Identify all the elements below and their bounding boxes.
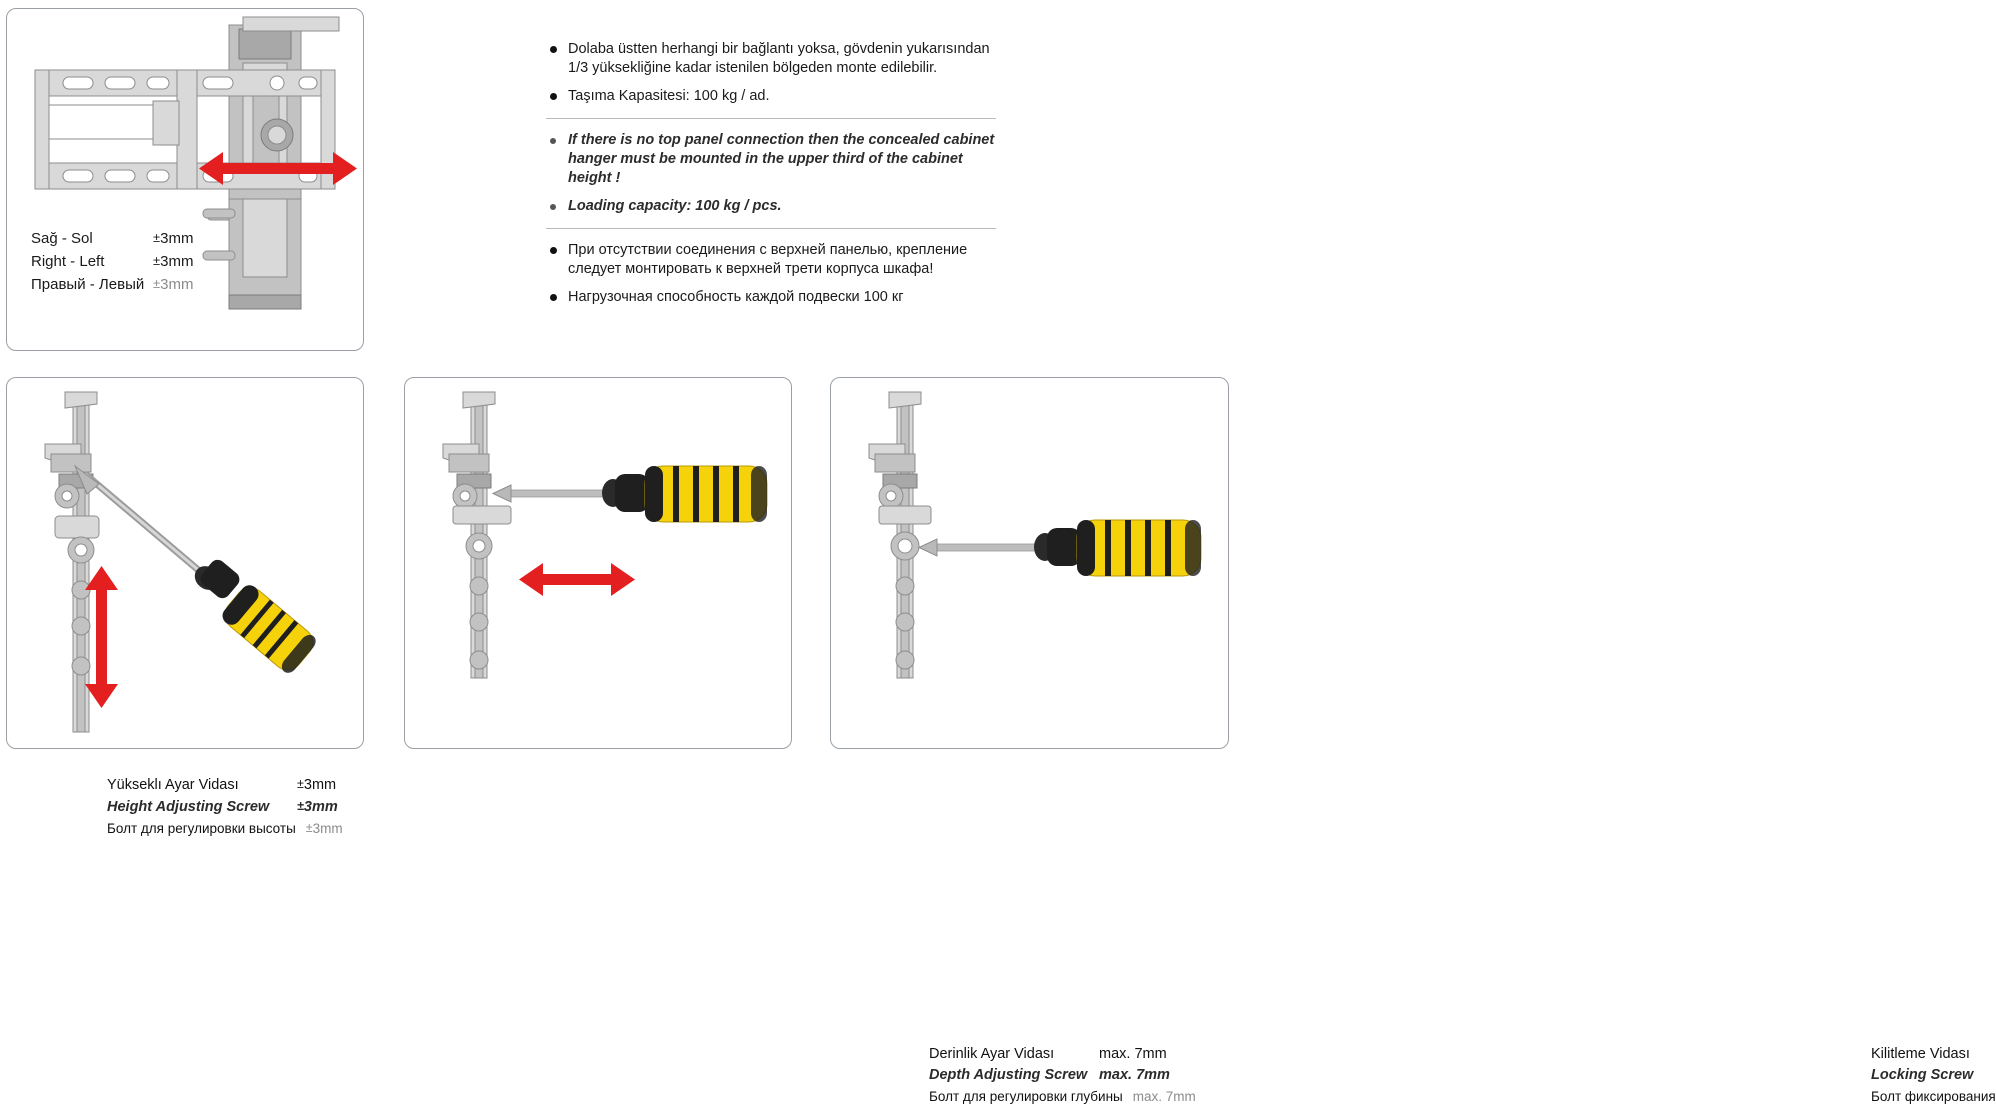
bracket-lower-detail <box>203 199 333 319</box>
legend-value-ru: ±3mm <box>153 276 194 293</box>
legend-row <box>31 227 193 250</box>
arrow-left-right-icon <box>519 563 635 596</box>
arrow-up-down-icon <box>85 566 118 708</box>
divider <box>546 118 996 119</box>
legend-label-ru: Правый - Левый <box>31 276 145 293</box>
caption-height-adjustment <box>107 774 343 839</box>
caption-row-en: Height Adjusting Screw ±3mm <box>107 799 338 815</box>
panel-depth-adjustment <box>404 377 1196 1104</box>
legend-label-en: Right - Left <box>31 253 105 270</box>
locking-screw-illustration <box>831 378 1228 678</box>
caption-row-tr: Yükseklı Ayar Vidası ±3mm <box>107 777 337 793</box>
depth-adjustment-illustration <box>405 378 791 678</box>
legend-value-en: ±3mm <box>153 253 194 270</box>
list-item: If there is no top panel connection then the concealed cabinet hanger must be mounted in the upper third of the cabinet height ! <box>546 131 996 188</box>
text-group-turkish <box>546 40 996 106</box>
caption-row-ru: Болт для регулировки высоты ±3mm <box>107 821 343 836</box>
caption-row-ru: Болт фиксирования <box>1871 1089 1996 1104</box>
legend-row <box>31 250 193 273</box>
list-item: Dolaba üstten herhangi bir bağlantı yoksa, gövdenin yukarısından 1/3 yüksekliğine kadar istenilen bölgeden monte edilebilir. <box>546 40 996 78</box>
legend-right-left <box>31 227 193 296</box>
legend-label-tr: Sağ - Sol <box>31 230 93 247</box>
panel-right-left-adjustment <box>6 8 364 351</box>
list-item: Loading capacity: 100 kg / pcs. <box>546 197 996 216</box>
caption-row-en: Locking Screw <box>1871 1067 1974 1083</box>
list-item: При отсутствии соединения с верхней панелью, крепление следует монтировать к верхней трети корпуса шкафа! <box>546 241 996 279</box>
caption-row-en: Depth Adjusting Screw max. 7mm <box>929 1067 1170 1083</box>
caption-row-ru: Болт для регулировки глубины max. 7mm <box>929 1089 1196 1104</box>
panel-height-adjustment <box>6 377 364 836</box>
screwdriver-icon <box>75 466 319 676</box>
text-group-english <box>546 131 996 216</box>
caption-depth-adjustment <box>929 1044 1196 1107</box>
bracket-illustration-right-left <box>7 15 363 225</box>
caption-row-tr: Kilitleme Vidası <box>1871 1046 1970 1062</box>
list-item: Taşıma Kapasitesi: 100 kg / ad. <box>546 87 996 106</box>
instruction-text-block <box>546 40 996 316</box>
text-group-russian <box>546 241 996 307</box>
list-item: Нагрузочная способность каждой подвески 100 кг <box>546 288 996 307</box>
screwdriver-icon <box>919 520 1201 576</box>
caption-locking-screw <box>1871 1044 1996 1107</box>
legend-row <box>31 273 193 296</box>
screwdriver-icon <box>493 466 767 522</box>
legend-value-tr: ±3mm <box>153 230 194 247</box>
height-adjustment-illustration <box>7 378 363 748</box>
divider <box>546 228 996 229</box>
caption-row-tr: Derinlik Ayar Vidası max. 7mm <box>929 1046 1167 1062</box>
